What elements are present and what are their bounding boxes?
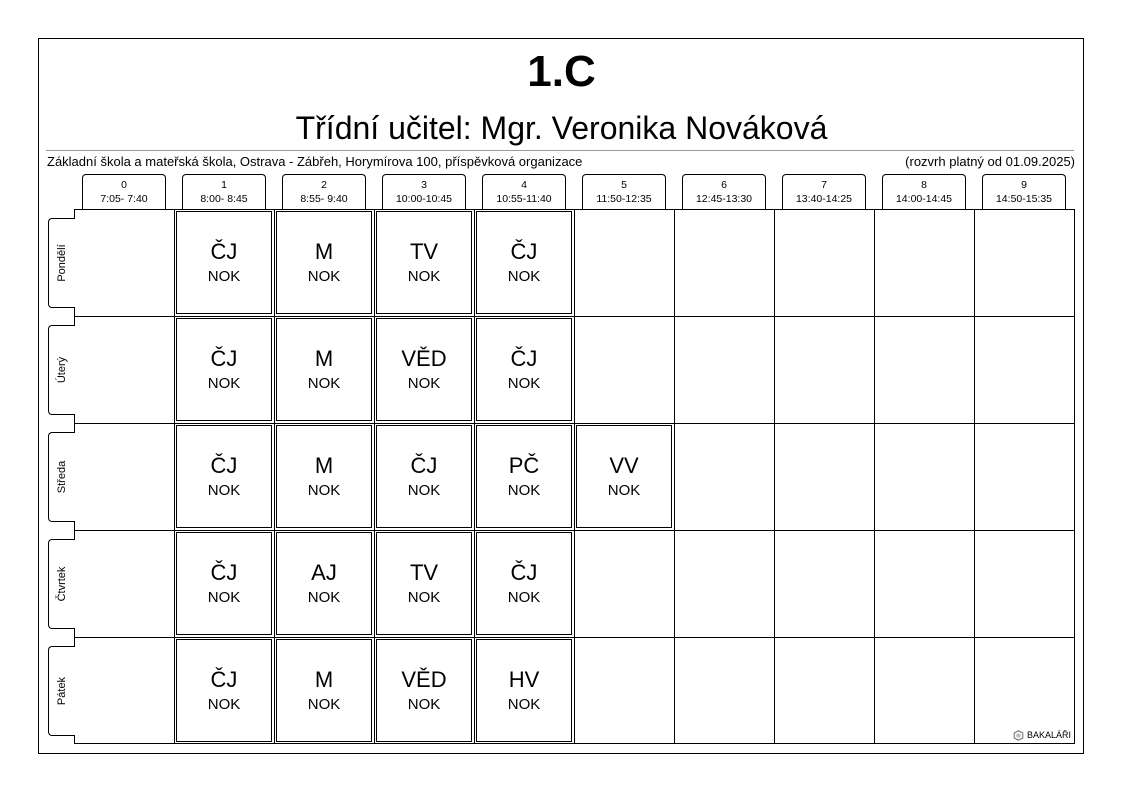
period-time: 8:55- 9:40 <box>300 193 348 205</box>
lesson-teacher: NOK <box>407 268 441 285</box>
period-header-8 <box>882 174 966 209</box>
lesson-subject: PČ <box>508 453 540 478</box>
lesson-subject: ČJ <box>510 346 538 371</box>
lesson-teacher: NOK <box>507 696 541 713</box>
lesson-subject: ČJ <box>510 560 538 585</box>
period-number: 2 <box>321 179 327 191</box>
day-name: Čtvrtek <box>56 566 68 602</box>
lesson-cell <box>176 639 272 742</box>
period-time: 13:40-14:25 <box>795 193 853 205</box>
lesson-subject: ČJ <box>210 453 238 478</box>
period-time: 14:00-14:45 <box>895 193 953 205</box>
lesson-subject: ČJ <box>410 453 438 478</box>
lesson-cell <box>176 318 272 421</box>
lesson-subject: ČJ <box>510 239 538 264</box>
lesson-teacher: NOK <box>307 375 341 392</box>
lesson-cell <box>376 211 472 314</box>
lesson-teacher: NOK <box>207 696 241 713</box>
grid-column-line <box>274 209 275 744</box>
logo-text: BAKALÁŘI <box>1027 730 1072 740</box>
lesson-teacher: NOK <box>307 268 341 285</box>
day-label-2 <box>48 432 75 522</box>
period-time: 12:45-13:30 <box>695 193 753 205</box>
day-label-0 <box>48 218 75 308</box>
day-label-3 <box>48 539 75 629</box>
bakalari-logo <box>1013 729 1071 741</box>
lesson-subject: ČJ <box>210 239 238 264</box>
lesson-teacher: NOK <box>507 268 541 285</box>
period-number: 9 <box>1021 179 1027 191</box>
lesson-teacher: NOK <box>407 589 441 606</box>
school-name: Základní škola a mateřská škola, Ostrava - Zábřeh, Horymírova 100, příspěvková organizace <box>47 154 583 169</box>
period-header-4 <box>482 174 566 209</box>
lesson-teacher: NOK <box>207 375 241 392</box>
period-header-1 <box>182 174 266 209</box>
period-number: 4 <box>521 179 527 191</box>
lesson-cell <box>276 639 372 742</box>
class-title: 1.C <box>527 47 596 96</box>
period-time: 11:50-12:35 <box>596 193 652 205</box>
lesson-teacher: NOK <box>507 375 541 392</box>
day-name: Středa <box>56 460 68 494</box>
grid-column-line <box>974 209 975 744</box>
lesson-teacher: NOK <box>207 268 241 285</box>
bakalari-logo-icon <box>1013 730 1024 741</box>
lesson-teacher: NOK <box>507 482 541 499</box>
day-label-1 <box>48 325 75 415</box>
grid-column-line <box>574 209 575 744</box>
period-header-7 <box>782 174 866 209</box>
lesson-teacher: NOK <box>407 696 441 713</box>
grid-column-line <box>674 209 675 744</box>
lesson-subject: M <box>314 239 334 264</box>
period-header-9 <box>982 174 1066 209</box>
lesson-cell <box>476 318 572 421</box>
period-number: 0 <box>121 179 127 191</box>
lesson-teacher: NOK <box>207 482 241 499</box>
lesson-cell <box>376 318 472 421</box>
grid-column-line <box>774 209 775 744</box>
lesson-subject: AJ <box>311 560 337 585</box>
header-divider <box>46 150 1074 151</box>
lesson-subject: VĚD <box>401 667 447 692</box>
period-header-3 <box>382 174 466 209</box>
period-number: 5 <box>621 179 627 191</box>
grid-row-line <box>74 316 1075 317</box>
grid-column-line <box>474 209 475 744</box>
lesson-teacher: NOK <box>607 482 641 499</box>
period-time: 10:55-11:40 <box>496 193 552 205</box>
grid-column-line <box>374 209 375 744</box>
lesson-subject: TV <box>409 560 439 585</box>
class-teacher: Třídní učitel: Mgr. Veronika Nováková <box>295 110 828 146</box>
lesson-subject: VĚD <box>401 346 447 371</box>
lesson-subject: M <box>314 346 334 371</box>
lesson-cell <box>276 211 372 314</box>
lesson-cell <box>276 318 372 421</box>
grid-row-line <box>74 530 1075 531</box>
lesson-subject: M <box>314 667 334 692</box>
day-name: Pátek <box>56 676 68 706</box>
lesson-teacher: NOK <box>507 589 541 606</box>
lesson-subject: VV <box>609 453 639 478</box>
period-number: 8 <box>921 179 927 191</box>
lesson-cell <box>576 425 672 528</box>
lesson-cell <box>376 639 472 742</box>
lesson-cell <box>176 425 272 528</box>
lesson-cell <box>276 425 372 528</box>
lesson-teacher: NOK <box>407 482 441 499</box>
grid-column-line <box>174 209 175 744</box>
lesson-subject: ČJ <box>210 560 238 585</box>
day-name: Pondělí <box>56 244 68 282</box>
period-number: 1 <box>221 179 227 191</box>
lesson-subject: TV <box>409 239 439 264</box>
lesson-cell <box>476 425 572 528</box>
lesson-cell <box>176 211 272 314</box>
period-number: 3 <box>421 179 427 191</box>
lesson-cell <box>476 211 572 314</box>
period-header-6 <box>682 174 766 209</box>
period-number: 6 <box>721 179 727 191</box>
lesson-subject: ČJ <box>210 667 238 692</box>
lesson-teacher: NOK <box>307 696 341 713</box>
lesson-cell <box>276 532 372 635</box>
day-name: Úterý <box>56 356 68 384</box>
lesson-cell <box>176 532 272 635</box>
lesson-cell <box>476 532 572 635</box>
lesson-subject: ČJ <box>210 346 238 371</box>
grid-row-line <box>74 637 1075 638</box>
lesson-teacher: NOK <box>207 589 241 606</box>
period-number: 7 <box>821 179 827 191</box>
period-header-2 <box>282 174 366 209</box>
lesson-cell <box>476 639 572 742</box>
grid-column-line <box>874 209 875 744</box>
period-header-5 <box>582 174 666 209</box>
period-time: 8:00- 8:45 <box>200 193 248 205</box>
grid-row-line <box>74 423 1075 424</box>
lesson-subject: HV <box>508 667 540 692</box>
lesson-teacher: NOK <box>407 375 441 392</box>
lesson-cell <box>376 532 472 635</box>
period-time: 7:05- 7:40 <box>100 193 148 205</box>
period-time: 14:50-15:35 <box>995 193 1053 205</box>
lesson-teacher: NOK <box>307 589 341 606</box>
validity-date: (rozvrh platný od 01.09.2025) <box>905 154 1075 169</box>
lesson-cell <box>376 425 472 528</box>
lesson-teacher: NOK <box>307 482 341 499</box>
day-label-4 <box>48 646 75 736</box>
period-header-0 <box>82 174 166 209</box>
lesson-subject: M <box>314 453 334 478</box>
period-time: 10:00-10:45 <box>395 193 453 205</box>
